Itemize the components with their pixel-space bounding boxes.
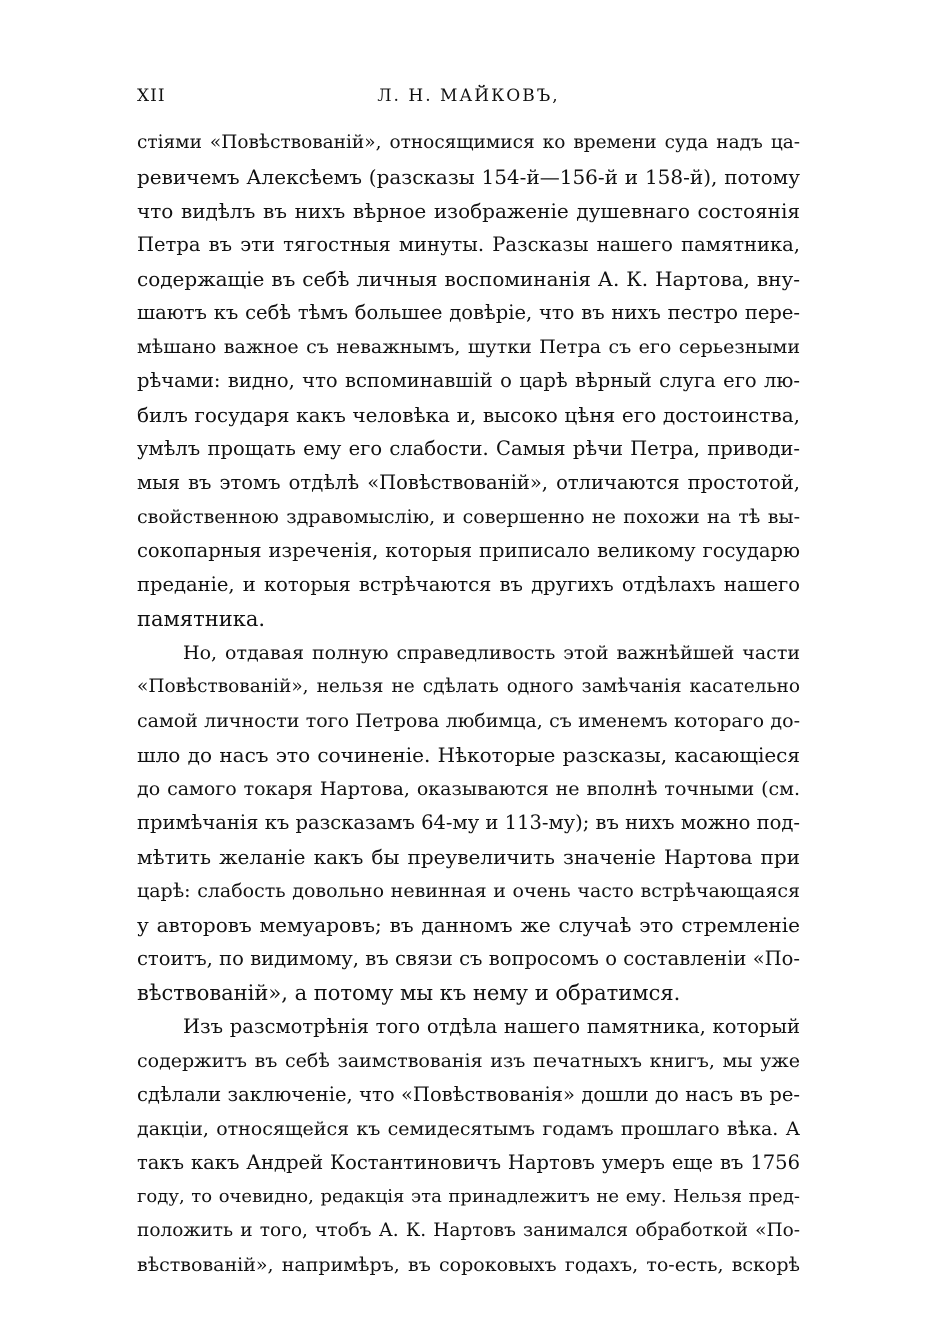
paragraph bbox=[137, 1010, 800, 1282]
text-line: Петра въ эти тягостныя минуты. Разсказы нашего памятника, bbox=[137, 233, 800, 256]
text-line: до самого токаря Нартова, оказываются не вполнѣ точными (см. bbox=[137, 778, 800, 800]
text-line: стіями «Повѣствованій», относящимися ко времени суда надъ ца- bbox=[137, 132, 800, 153]
text-line: мыя въ этомъ отдѣлѣ «Повѣствованій», отличаются простотой, bbox=[137, 471, 800, 494]
text-line: сдѣлали заключеніе, что «Повѣствованія» дошли до насъ въ ре- bbox=[137, 1083, 800, 1106]
text-line: шаютъ къ себѣ тѣмъ большее довѣріе, что въ нихъ пестро пере- bbox=[137, 301, 800, 324]
text-line: положить и того, чтобъ А. К. Нартовъ занимался обработкой «По- bbox=[137, 1220, 800, 1241]
text-line: Но, отдавая полную справедливость этой важнѣйшей части bbox=[183, 642, 800, 664]
text-line: шло до насъ это сочиненіе. Нѣкоторые разсказы, касающіеся bbox=[137, 743, 800, 767]
text-line: году, то очевидно, редакція эта принадлежитъ не ему. Нельзя пред- bbox=[137, 1186, 800, 1207]
text-line: Изъ разсмотрѣнія того отдѣла нашего памятника, который bbox=[183, 1015, 800, 1038]
paragraph bbox=[137, 126, 800, 636]
text-line: содержащіе въ себѣ личныя воспоминанія А. К. Нартова, вну- bbox=[137, 267, 800, 291]
text-line: рѣчами: видно, что вспоминавшій о царѣ вѣрный слуга его лю- bbox=[137, 369, 800, 392]
page-header bbox=[137, 86, 800, 110]
text-line: билъ государя какъ человѣка и, высоко цѣня его достоинства, bbox=[137, 403, 800, 427]
text-line: содержитъ въ себѣ заимствованія изъ печатныхъ книгъ, мы уже bbox=[137, 1050, 800, 1072]
text-line: «Повѣствованій», нельзя не сдѣлать одного замѣчанія касательно bbox=[137, 676, 800, 697]
text-line: вѣствованій», напримѣръ, въ сороковыхъ годахъ, то-есть, вскорѣ bbox=[137, 1254, 800, 1276]
text-line: стоитъ, по видимому, въ связи съ вопросомъ о составленіи «По- bbox=[137, 947, 800, 970]
text-line: преданіе, и которыя встрѣчаются въ другихъ отдѣлахъ нашего bbox=[137, 573, 800, 596]
text-line: царѣ: слабость довольно невинная и очень часто встрѣчающаяся bbox=[137, 880, 800, 902]
text-line: сокопарныя изреченія, которыя приписало великому государю bbox=[137, 539, 800, 562]
running-title: Л. Н. МАЙКОВЪ, bbox=[377, 86, 560, 106]
text-line: дакціи, относящейся къ семидесятымъ годамъ прошлаго вѣка. А bbox=[137, 1118, 800, 1140]
text-line: ревичемъ Алексѣемъ (разсказы 154-й—156-й и 158-й), потому bbox=[137, 165, 800, 189]
text-line: мѣшано важное съ неважнымъ, шутки Петра съ его серьезными bbox=[137, 336, 800, 358]
text-line: умѣлъ прощать ему его слабости. Самыя рѣчи Петра, приводи- bbox=[137, 437, 800, 460]
text-line: памятника. bbox=[137, 607, 266, 631]
paragraph bbox=[137, 636, 800, 1010]
text-line: свойственною здравомыслію, и совершенно не похожи на тѣ вы- bbox=[137, 506, 800, 528]
page-number: XII bbox=[137, 86, 166, 106]
text-line: мѣтить желаніе какъ бы преувеличить значеніе Нартова при bbox=[137, 845, 800, 869]
body-text bbox=[137, 126, 800, 1282]
text-line: такъ какъ Андрей Костантиновичъ Нартовъ умеръ еще въ 1756 bbox=[137, 1151, 800, 1174]
text-line: у авторовъ мемуаровъ; въ данномъ же случаѣ это стремленіе bbox=[137, 913, 800, 937]
text-line: что видѣлъ въ нихъ вѣрное изображеніе душевнаго состоянія bbox=[137, 199, 800, 223]
text-line: примѣчанія къ разсказамъ 64-му и 113-му); въ нихъ можно под- bbox=[137, 811, 800, 834]
text-line: самой личности того Петрова любимца, съ именемъ котораго до- bbox=[137, 710, 800, 732]
text-line: вѣствованій», а потому мы къ нему и обратимся. bbox=[137, 981, 681, 1005]
